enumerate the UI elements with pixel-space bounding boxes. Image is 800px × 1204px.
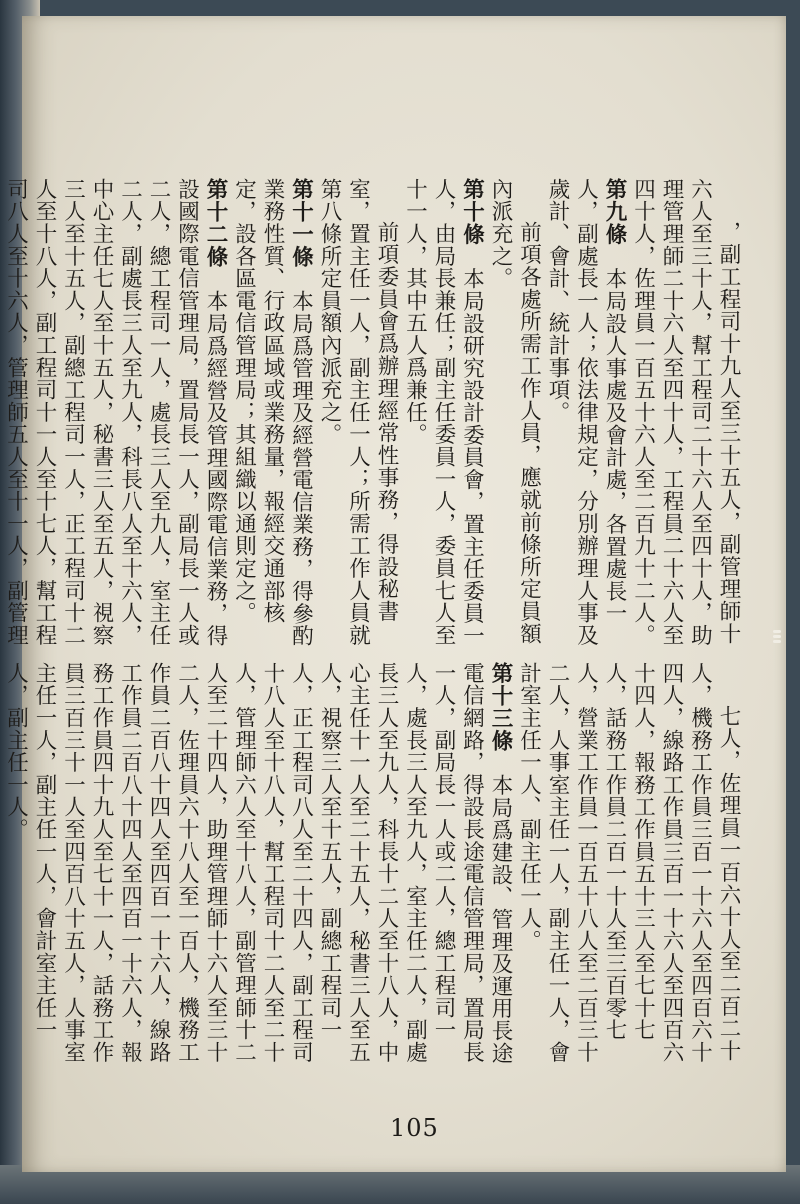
continuation-paragraph [486, 178, 543, 648]
paragraph-text: 本局爲經營及管理國際電信業務，得設國際電信管理局，置局長一人，副局長一人或二人，總工程司一人，處長三人至九人，室主任二人，副處長三人至九人，科長八人至十六人，中心主任七人至十五人，秘書三人至五人，視察三人至十五人，副總工程司一人，正工程司十二人至十八人，副工程司十一人至十七人，幫工程司八人至十六人，管理師五人至十一人，副管理 [3, 178, 228, 648]
article-paragraph [400, 178, 486, 648]
continuation-paragraph [628, 178, 742, 648]
paragraph-text: 前項各處所需工作人員，應就前條所定員額內派充之。 [488, 178, 542, 645]
article-paragraph [1, 662, 514, 1082]
article-paragraph [543, 178, 629, 648]
upper-text-block [3, 178, 742, 648]
paragraph-text: ，副工程司十九人至三十五人，副管理師十六人至三十人，幫工程司二十六人至四十人，助理管理師二十六人至四十人，工程員二十六人至四十人，佐理員一百五十六人至二百九十二人。 [630, 178, 741, 647]
continuation-paragraph [0, 662, 1, 1082]
continuation-paragraph [315, 178, 401, 648]
paragraph-text: 前項委員會爲辦理經常性事務，得設秘書室，置主任一人，副主任一人；所需工作人員就第八條所定員額內派充之。 [317, 178, 399, 647]
article-number: 第九條 [602, 178, 627, 246]
article-paragraph [229, 178, 315, 648]
paragraph-text: 本局設研究設計委員會，置主任委員一人，由局長兼任；副主任委員一人，委員七人至十一人，其中五人爲兼任。 [402, 178, 485, 647]
lower-text-block [3, 662, 742, 1082]
paragraph-text: 本局爲建設、管理及運用長途電信網路，得設長途電信管理局，置局長一人，副局長一人或二人，總工程司一人，處長三人至九人，室主任二人，副處長三人至九人，科長十二人至十八人，中心主任十一人至二十五人，秘書三人至五人，視察三人至十五人，副總工程司一人，正工程司八人至二十四人，副工程司十八人至十八人，幫工程司十二人至二十人，管理師六人至十八人，副管理師十二人至二十四人，助理管理師十六人至三十二人，佐理員六十八人至一百人，機務工作員二百八十四人至四百一十六人，線路工作員二百八十四人至四百一十六人，報務工作員四十九人至七十一人，話務工作員三百三十一人至四百八十五人，人事室主任一人，副主任一人，會計室主任一人，副主任一人。 [3, 662, 513, 1065]
paragraph-text: 本局爲管理及經營電信業務，得參酌業務性質、行政區域或業務量，報經交通部核定，設各區電信管理局；其組織以通則定之。 [231, 178, 314, 648]
book-page [3, 16, 786, 1172]
article-number: 第十一條 [288, 178, 314, 268]
article-number: 第十三條 [488, 662, 513, 752]
paragraph-text: 七人，佐理員一百六十人至二百二十人，機務工作員三百一十六人至四百六十四人，線路工作員三百一十六人至四百六十四人，報務工作員五十三人至七十七人，話務工作員二百一十人至三百零七人，營業工作員一百五十八人至二百三十二人，人事室主任一人，副主任一人，會計室主任一人、副主任一人。 [516, 662, 741, 1064]
article-paragraph [0, 178, 229, 648]
page-number: 105 [390, 1114, 439, 1142]
paragraph-text: 本局設人事處及會計處，各置處長一人，副處長一人；依法律規定，分別辦理人事及歲計、會計、統計事項。 [545, 178, 627, 647]
binding-thread-marks [773, 628, 787, 652]
continuation-paragraph [514, 662, 742, 1082]
article-number: 第十條 [459, 178, 485, 246]
article-number: 第十二條 [203, 178, 228, 268]
